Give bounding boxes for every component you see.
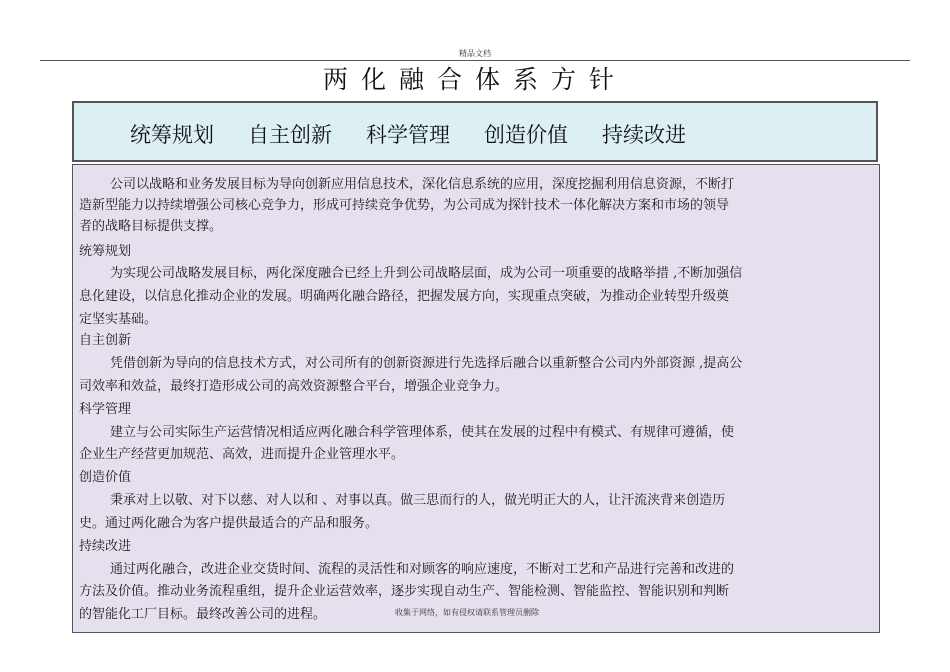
principle-3: 科学管理: [366, 123, 450, 147]
section-heading-innovation: 自主创新: [79, 333, 132, 348]
intro-line-2: 造新型能力以持续增强公司核心竞争力，形成可持续竞争优势，为公司成为探针技术一体化解决方案和市场的领导: [79, 198, 730, 213]
value-line-2: 史。通过两化融合为客户提供最适合的产品和服务。: [79, 516, 379, 531]
section-heading-improvement: 持续改进: [79, 539, 132, 554]
improvement-line-2: 方法及价值。推动业务流程重组，提升企业运营效率，逐步实现自动生产、智能检测、智能监控、智能识别和判断: [79, 584, 730, 599]
innovation-line-2: 司效率和效益，最终打造形成公司的高效资源整合平台，增强企业竞争力。: [79, 379, 509, 394]
planning-line-1: 为实现公司战略发展目标，两化深度融合已经上升到公司战略层面，成为公司一项重要的战略举措 ,不断加强信: [110, 266, 743, 281]
planning-line-2: 息化建设，以信息化推动企业的发展。明确两化融合路径，把握发展方向，实现重点突破，为推动企业转型升级奠: [79, 289, 730, 304]
principle-4: 创造价值: [484, 123, 568, 147]
planning-line-3: 定坚实基础。: [79, 312, 158, 327]
principle-2: 自主创新: [248, 123, 332, 147]
improvement-line-3: 的智能化工厂目标。最终改善公司的进程。: [79, 607, 327, 622]
principle-1: 统筹规划: [130, 123, 214, 147]
document-title: 两化融合体系方针: [322, 65, 627, 94]
section-heading-management: 科学管理: [79, 402, 132, 417]
intro-line-1: 公司以战略和业务发展目标为导向创新应用信息技术，深化信息系统的应用，深度挖掘利用信息资源，不断打: [110, 177, 735, 192]
management-line-2: 企业生产经营更加规范、高效，进而提升企业管理水平。: [79, 447, 405, 462]
footer-note: 收集于网络，如有侵权请联系管理员删除: [395, 608, 539, 617]
intro-line-3: 者的战略目标提供支撑。: [79, 219, 223, 234]
principles-banner: [72, 101, 878, 162]
principle-5: 持续改进: [602, 123, 686, 147]
section-heading-planning: 统筹规划: [79, 244, 132, 259]
policy-body: [72, 164, 880, 633]
management-line-1: 建立与公司实际生产运营情况相适应两化融合科学管理体系，使其在发展的过程中有模式、有规律可遵循，使: [110, 425, 735, 440]
section-heading-value: 创造价值: [79, 470, 132, 485]
header-note: 精品文档: [459, 49, 491, 58]
improvement-line-1: 通过两化融合，改进企业交货时间、流程的灵活性和对顾客的响应速度，不断对工艺和产品进行完善和改进的: [110, 562, 735, 577]
value-line-1: 秉承对上以敬、对下以慈、对人以和 、对事以真。做三思而行的人，做光明正大的人，让汗流浃背来创造历: [110, 493, 726, 508]
principles-row: [130, 119, 720, 149]
innovation-line-1: 凭借创新为导向的信息技术方式，对公司所有的创新资源进行先选择后融合以重新整合公司内外部资源 ,提高公: [110, 356, 743, 371]
